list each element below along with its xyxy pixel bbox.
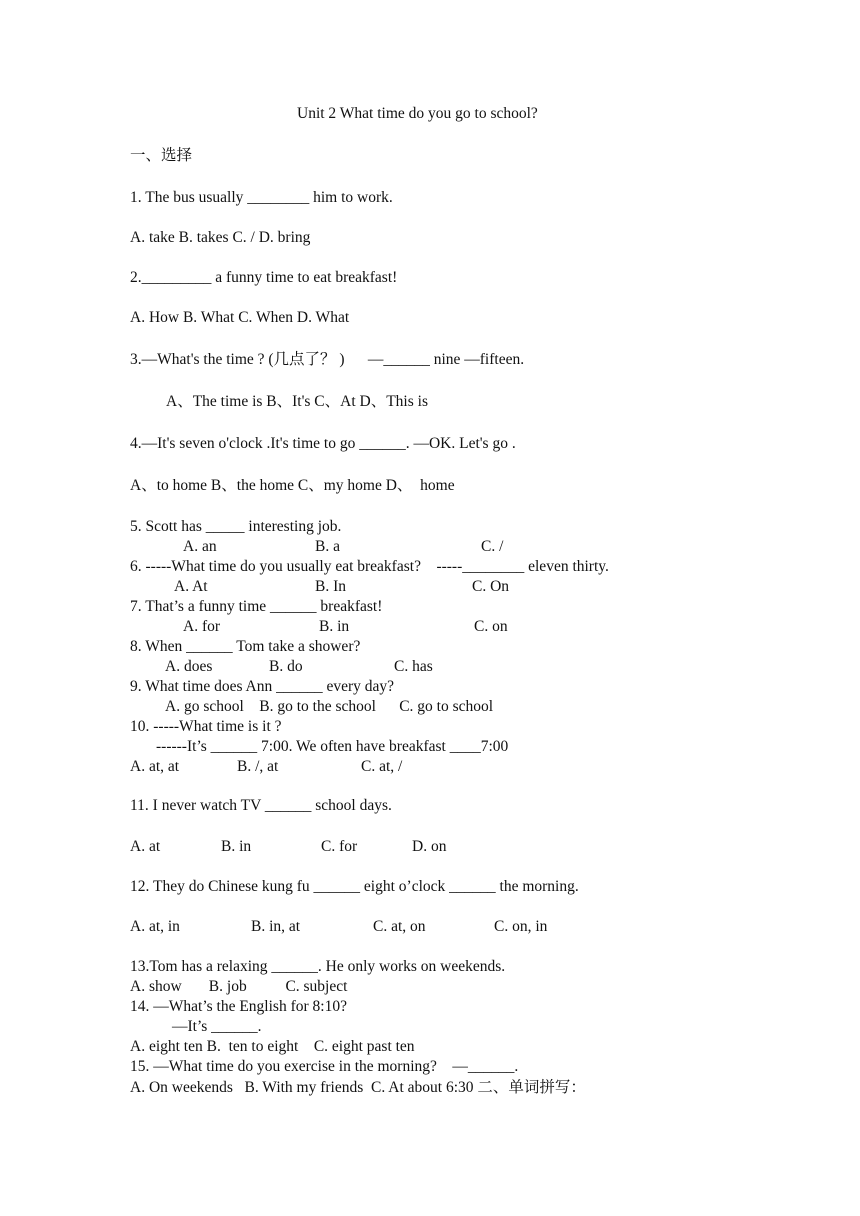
question-14-options: A. eight ten B. ten to eight C. eight past ten xyxy=(130,1038,415,1055)
question-8-option-a: A. does xyxy=(165,658,213,675)
question-12: 12. They do Chinese kung fu ______ eight o’clock ______ the morning. xyxy=(130,878,579,895)
question-8-option-c: C. has xyxy=(394,658,433,675)
question-11-option-c: C. for xyxy=(321,838,358,855)
question-5: 5. Scott has _____ interesting job. xyxy=(130,518,342,535)
question-11-option-d: D. on xyxy=(412,838,447,855)
question-6: 6. -----What time do you usually eat breakfast? -----________ eleven thirty. xyxy=(130,558,609,575)
question-12-option-b: B. in, at xyxy=(251,918,301,935)
question-2: 2._________ a funny time to eat breakfast! xyxy=(130,269,398,286)
question-7-option-c: C. on xyxy=(474,618,508,635)
question-6-option-c: C. On xyxy=(472,578,510,595)
question-5-option-b: B. a xyxy=(315,538,340,555)
question-1: 1. The bus usually ________ him to work. xyxy=(130,189,393,206)
question-10-option-a: A. at, at xyxy=(130,758,180,775)
question-10: 10. -----What time is it ? xyxy=(130,718,282,735)
question-15-options: A. On weekends B. With my friends C. At about 6:30 二、单词拼写： xyxy=(130,1079,586,1096)
question-11-option-a: A. at xyxy=(130,838,161,855)
section-heading: 一、选择 xyxy=(130,147,193,164)
question-7-option-b: B. in xyxy=(319,618,350,635)
question-8: 8. When ______ Tom take a shower? xyxy=(130,638,361,655)
question-8-option-b: B. do xyxy=(269,658,303,675)
question-10-dialogue: ------It’s ______ 7:00. We often have breakfast ____7:00 xyxy=(156,738,509,755)
question-4: 4.—It's seven o'clock .It's time to go ______. —OK. Let's go . xyxy=(130,435,516,452)
question-1-options: A. take B. takes C. / D. bring xyxy=(130,229,311,246)
document-title: Unit 2 What time do you go to school? xyxy=(297,105,538,122)
question-5-option-a: A. an xyxy=(183,538,217,555)
question-3-options: A、The time is B、It's C、At D、This is xyxy=(166,393,428,410)
question-6-option-a: A. At xyxy=(174,578,208,595)
question-2-options: A. How B. What C. When D. What xyxy=(130,309,350,326)
question-12-option-a: A. at, in xyxy=(130,918,180,935)
question-12-option-c: C. at, on xyxy=(373,918,426,935)
question-13-options: A. show B. job C. subject xyxy=(130,978,348,995)
question-5-option-c: C. / xyxy=(481,538,504,555)
question-9: 9. What time does Ann ______ every day? xyxy=(130,678,395,695)
question-7: 7. That’s a funny time ______ breakfast! xyxy=(130,598,383,615)
question-7-option-a: A. for xyxy=(183,618,221,635)
question-9-options: A. go school B. go to the school C. go to school xyxy=(165,698,494,715)
question-12-option-d: C. on, in xyxy=(494,918,548,935)
question-11-option-b: B. in xyxy=(221,838,252,855)
question-15: 15. —What time do you exercise in the morning? —______. xyxy=(130,1058,519,1075)
question-13: 13.Tom has a relaxing ______. He only works on weekends. xyxy=(130,958,506,975)
question-4-options: A、to home B、the home C、my home D、 home xyxy=(130,477,455,494)
question-6-option-b: B. In xyxy=(315,578,346,595)
question-11: 11. I never watch TV ______ school days. xyxy=(130,797,392,814)
question-14: 14. —What’s the English for 8:10? xyxy=(130,998,347,1015)
question-3: 3.—What's the time ? (几点了？ ) —______ nine —fifteen. xyxy=(130,351,525,368)
question-10-option-c: C. at, / xyxy=(361,758,403,775)
question-14-answer-line: —It’s ______. xyxy=(172,1018,262,1035)
question-10-option-b: B. /, at xyxy=(237,758,279,775)
